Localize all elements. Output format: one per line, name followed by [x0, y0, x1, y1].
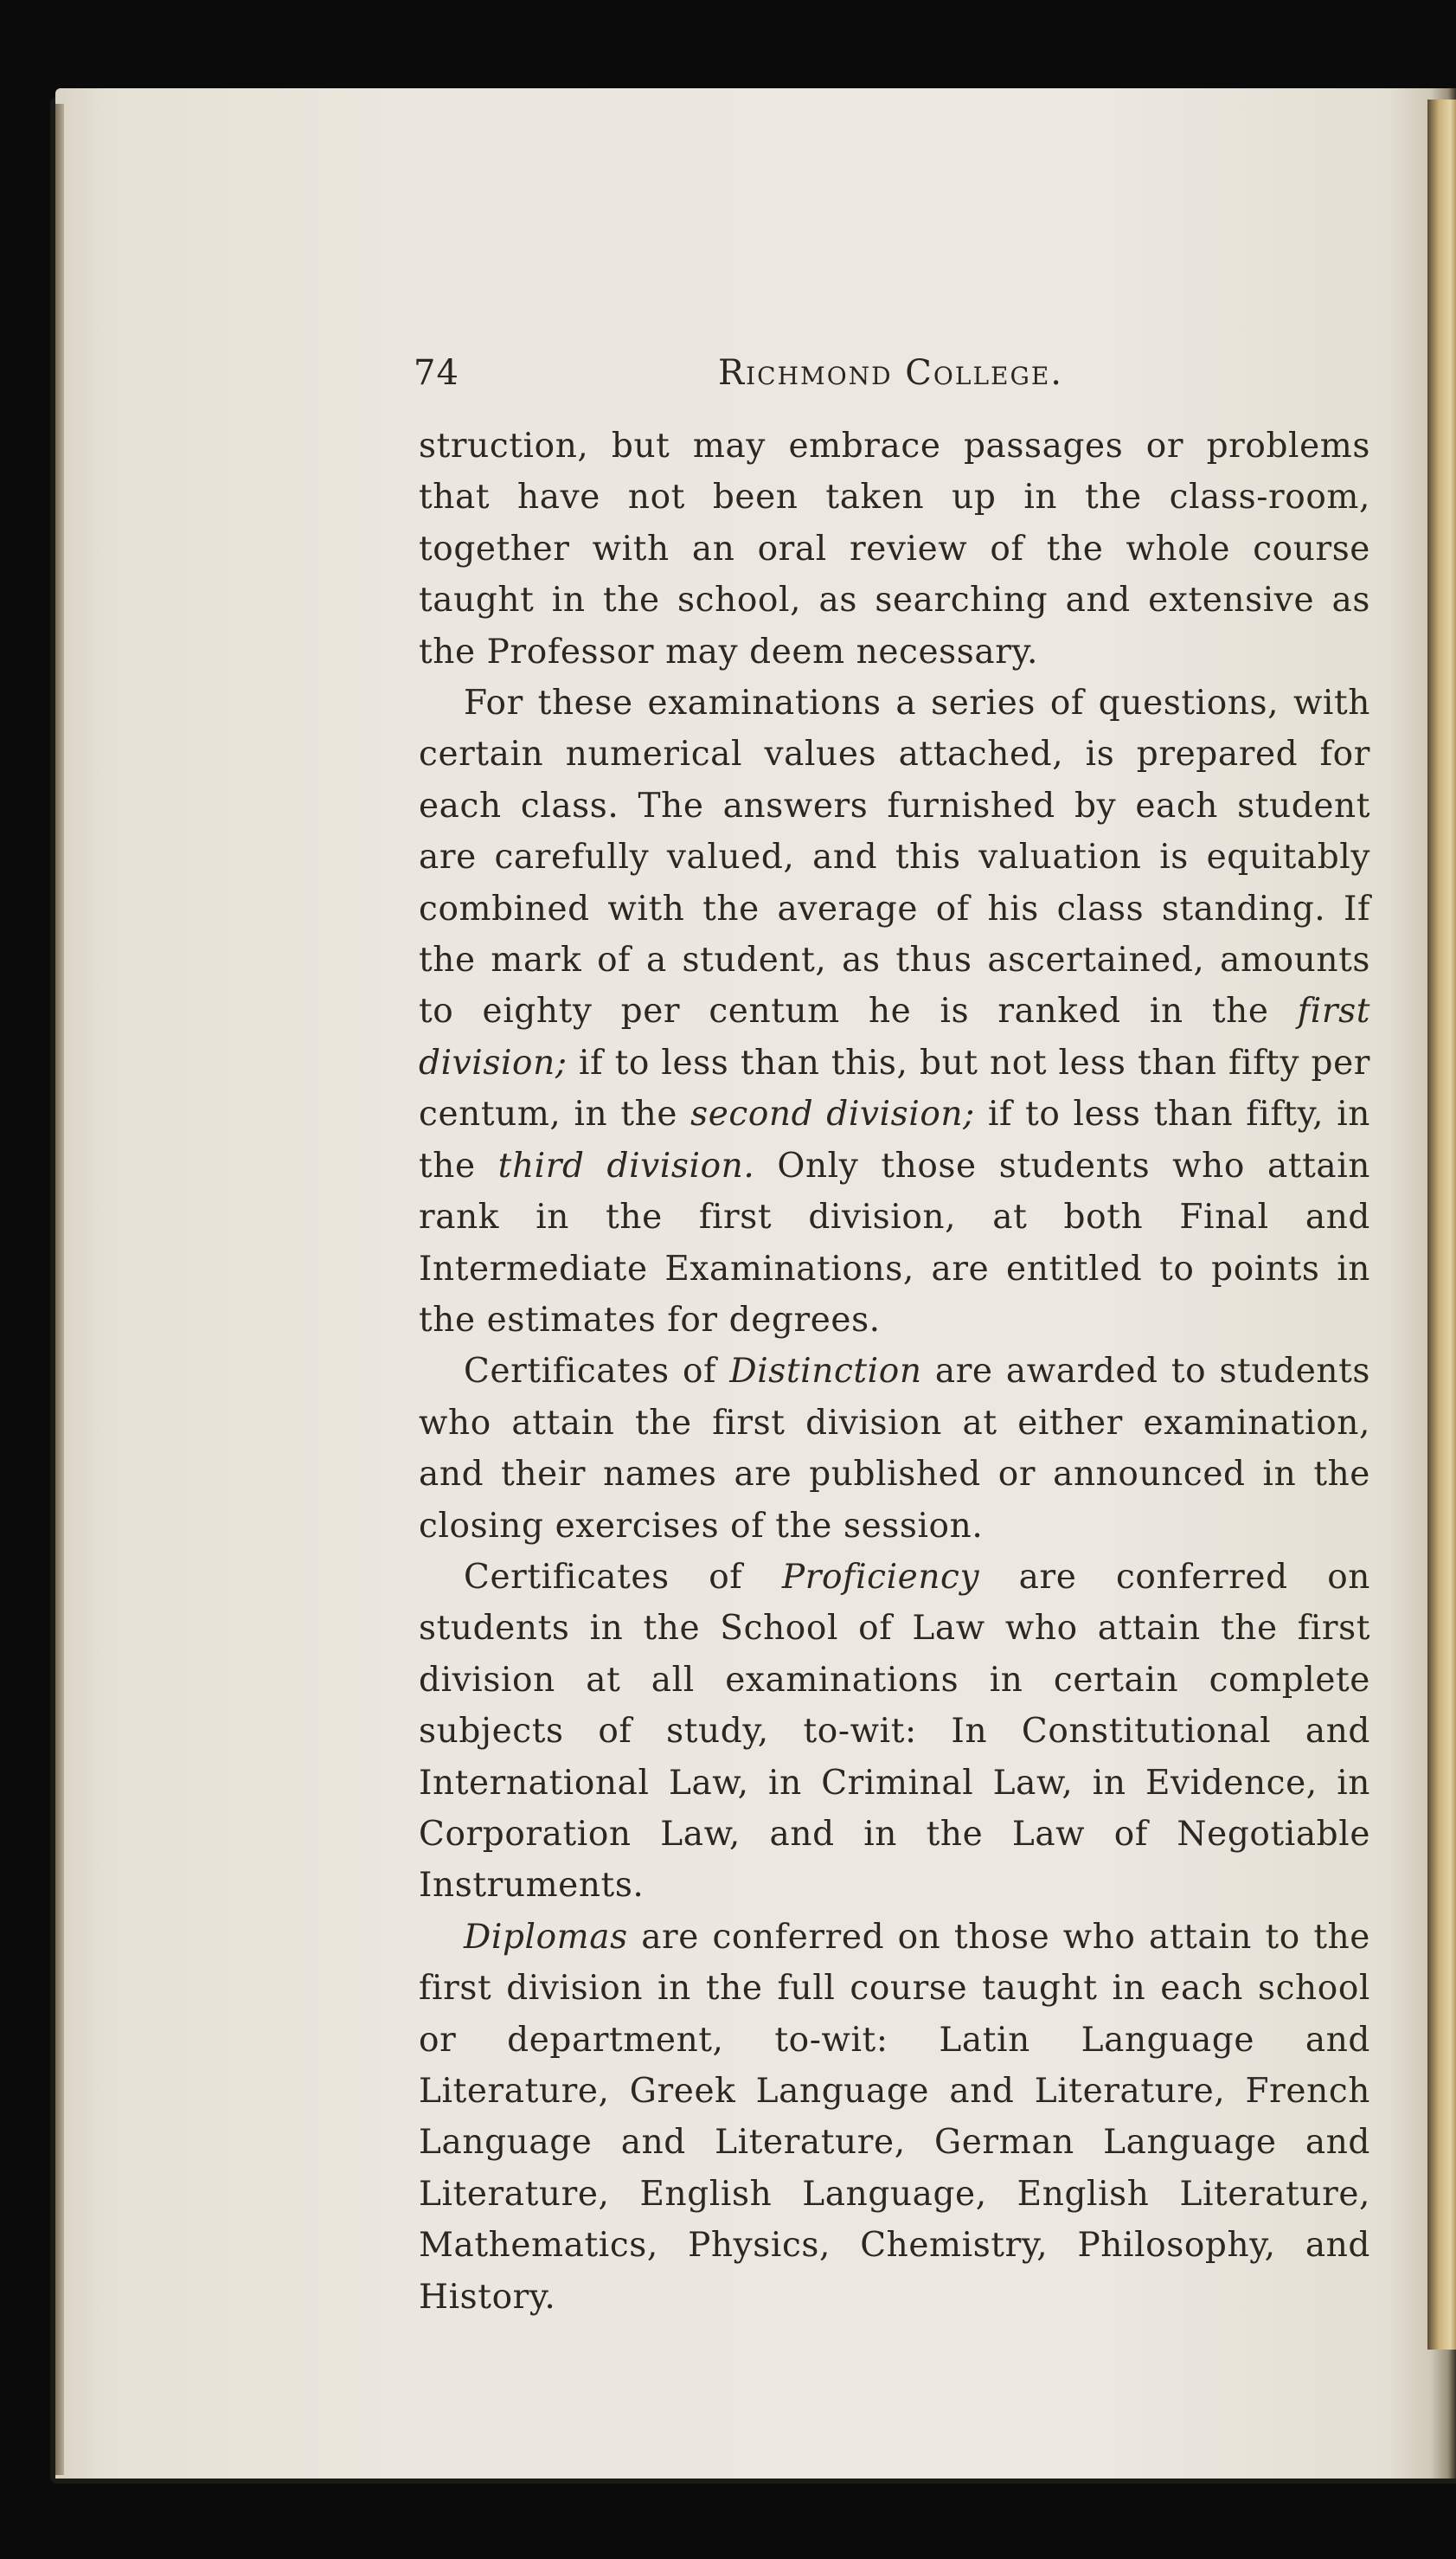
text-segment: if to less than this, but not less than fifty per centum, in the [419, 1043, 1370, 1135]
italic-term: Proficiency [781, 1557, 980, 1597]
page-edge [55, 104, 64, 2475]
paragraph-continuation: struction, but may embrace passages or problems that have not been taken up in the class-room, together with an oral review of the whole course taught in the school, as searching and extensive as the Professor may deem necessary. [419, 427, 1370, 672]
page-header [414, 353, 1374, 405]
page-number: 74 [414, 353, 459, 393]
paragraph-examinations [419, 678, 1370, 1346]
text-segment: Only those students who attain rank in the first division, at both Final and Intermediate Examinations, are entitled to points in the estimates for degrees. [419, 1146, 1370, 1340]
adjacent-page-edge [1427, 100, 1456, 2350]
italic-term: Diplomas [464, 1917, 628, 1957]
paragraph-diplomas [419, 1912, 1370, 2323]
body-text [419, 421, 1370, 2323]
text-segment: are conferred on students in the School of Law who attain the first division at all examinations in certain complete subjects of study, to-wit: In Constitutional and International Law, in Criminal Law, in Evidence, in Corporation Law, and in the Law of Negotiable Instruments. [419, 1557, 1371, 1906]
italic-term: Distinction [729, 1352, 922, 1392]
text-segment: Certificates of [464, 1352, 730, 1392]
italic-term: first division; [419, 992, 1370, 1083]
text-segment: are awarded to students who attain the first division at either examination, and their names are published or announced in the closing exercises of the session. [419, 1352, 1370, 1546]
running-head: Richmond College. [718, 353, 1064, 393]
text-segment: Certificates of [464, 1557, 782, 1597]
italic-term: third division. [497, 1146, 755, 1186]
text-segment: if to less than fifty, in the [419, 1095, 1370, 1186]
italic-term: second division; [690, 1095, 975, 1135]
text-segment: are conferred on those who attain to the first division in the full course taught in each school or department, to-wit: Latin Language and Literature, Greek Language and Literature, French Language and Literature, German Language and Literature, English Language, English Literature, Mathematics, Physics, Chemistry, Philosophy, and History. [419, 1917, 1370, 2317]
text-segment: For these examinations a series of questions, with certain numerical values attached, is prepared for each class. The answers furnished by each student are carefully valued, and this valuation is equitably combined with the average of his class standing. If the mark of a student, as thus ascertained, amounts to eighty per centum he is ranked in the [419, 684, 1370, 1032]
paragraph-distinction [419, 1346, 1370, 1552]
paragraph-proficiency [419, 1552, 1370, 1912]
